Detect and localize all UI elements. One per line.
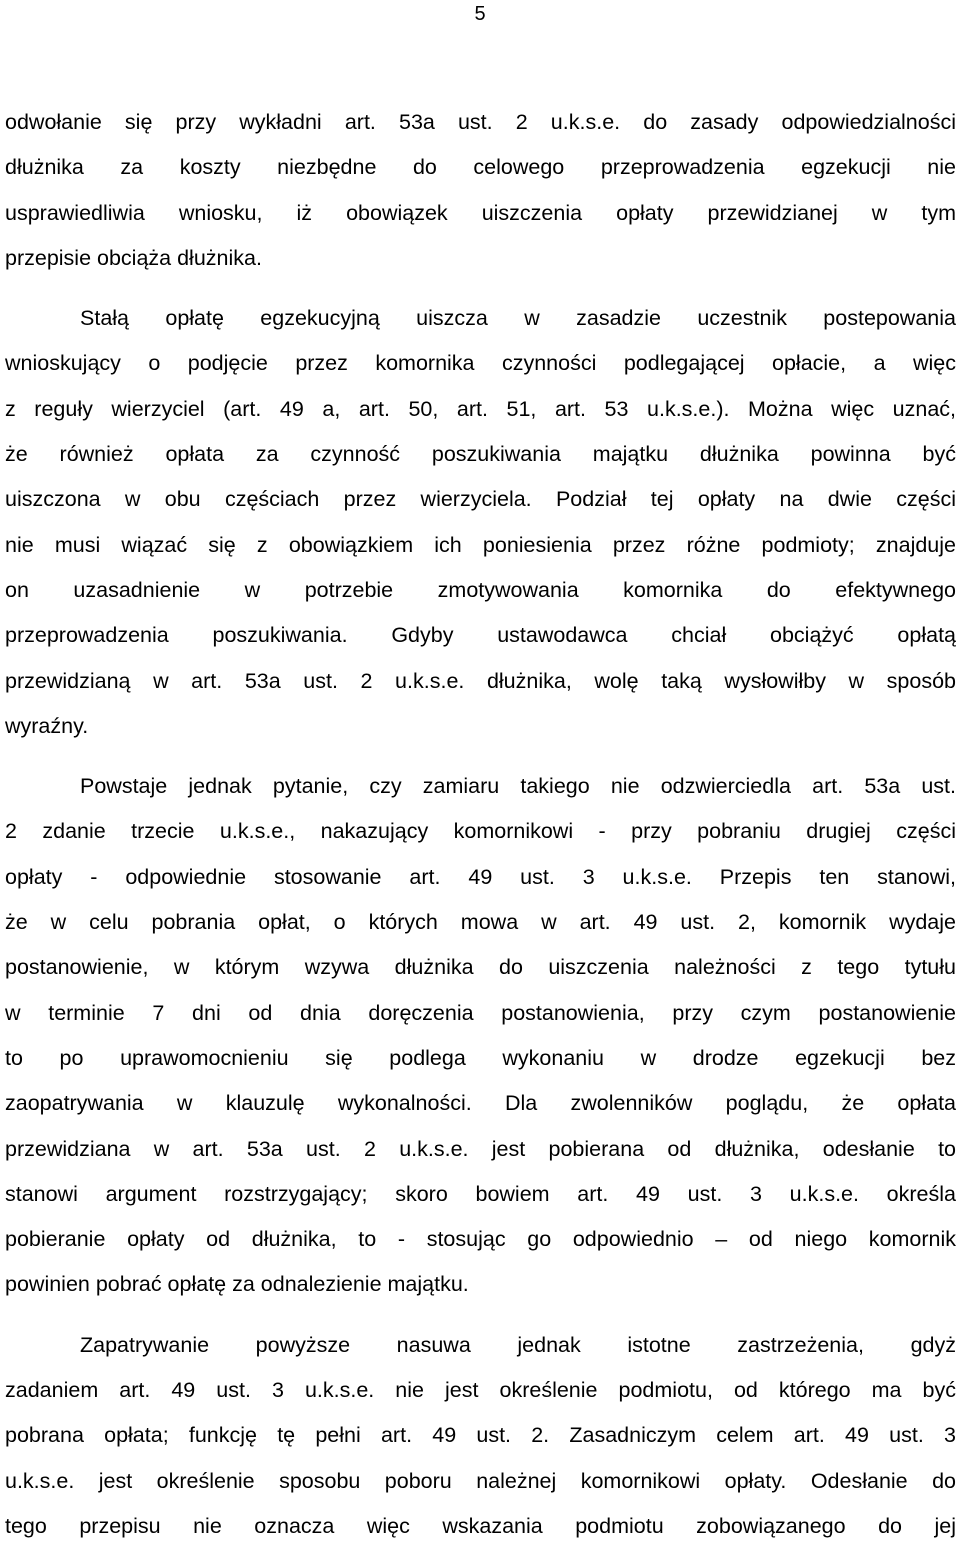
paragraph-2 — [5, 296, 956, 749]
paragraph-spacer — [5, 281, 956, 296]
text-line: Powstaje jednak pytanie, czy zamiaru takiego nie odzwierciedla art. 53a ust. — [80, 774, 956, 799]
text-line: powinien pobrać opłatę za odnalezienie majątku. — [5, 1272, 469, 1297]
paragraph-1 — [5, 100, 956, 281]
text-line: zaopatrywania w klauzulę wykonalności. Dla zwolenników poglądu, że opłata — [5, 1091, 956, 1116]
text-line: wnioskujący o podjęcie przez komornika czynności podlegającej opłacie, a więc — [5, 351, 956, 376]
text-line: przewidziana w art. 53a ust. 2 u.k.s.e. jest pobierana od dłużnika, odesłanie to — [5, 1136, 956, 1161]
text-line: zadaniem art. 49 ust. 3 u.k.s.e. nie jest określenie podmiotu, od którego ma być — [5, 1378, 956, 1403]
text-line: przepisie obciąża dłużnika. — [5, 245, 262, 270]
text-line: 2 zdanie trzecie u.k.s.e., nakazujący komornikowi - przy pobraniu drugiej części — [5, 819, 956, 844]
text-line: nie musi wiązać się z obowiązkiem ich poniesienia przez różne podmioty; znajduje — [5, 532, 956, 557]
text-line: on uzasadnienie w potrzebie zmotywowania komornika do efektywnego — [5, 577, 956, 602]
text-line: uiszczona w obu częściach przez wierzyciela. Podział tej opłaty na dwie części — [5, 487, 956, 512]
text-line: odwołanie się przy wykładni art. 53a ust. 2 u.k.s.e. do zasady odpowiedzialności — [5, 110, 956, 134]
paragraph-3 — [5, 764, 956, 1308]
text-line: wyraźny. — [5, 713, 89, 738]
text-line: że również opłata za czynność poszukiwania majątku dłużnika powinna być — [5, 442, 956, 467]
text-line: pobieranie opłaty od dłużnika, to - stosując go odpowiednio – od niego komornik — [5, 1227, 956, 1252]
text-line: postanowienie, w którym wzywa dłużnika do uiszczenia należności z tego tytułu — [5, 955, 956, 980]
text-line: Zapatrywanie powyższe nasuwa jednak istotne zastrzeżenia, gdyż — [80, 1332, 956, 1357]
text-line: w terminie 7 dni od dnia doręczenia postanowienia, przy czym postanowienie — [5, 1000, 956, 1025]
paragraph-4 — [5, 1323, 956, 1549]
text-line: z reguły wierzyciel (art. 49 a, art. 50, art. 51, art. 53 u.k.s.e.). Można więc uznać, — [5, 396, 956, 421]
page-number: 5 — [474, 3, 486, 25]
paragraph-spacer — [5, 1308, 956, 1323]
document-body — [5, 100, 956, 1549]
text-line: dłużnika za koszty niezbędne do celowego przeprowadzenia egzekucji nie — [5, 155, 956, 180]
paragraph-spacer — [5, 749, 956, 764]
text-line: przewidzianą w art. 53a ust. 2 u.k.s.e. dłużnika, wolę taką wysłowiłby w sposób — [5, 668, 956, 693]
text-line: że w celu pobrania opłat, o których mowa w art. 49 ust. 2, komornik wydaje — [5, 910, 956, 935]
text-line: pobrana opłata; funkcję tę pełni art. 49 ust. 2. Zasadniczym celem art. 49 ust. 3 — [5, 1423, 956, 1448]
text-line: przeprowadzenia poszukiwania. Gdyby ustawodawca chciał obciążyć opłatą — [5, 623, 956, 648]
text-line: usprawiedliwia wniosku, iż obowiązek uiszczenia opłaty przewidzianej w tym — [5, 200, 956, 225]
text-line: tego przepisu nie oznacza więc wskazania podmiotu zobowiązanego do jej — [5, 1513, 956, 1538]
text-line: stanowi argument rozstrzygający; skoro bowiem art. 49 ust. 3 u.k.s.e. określa — [5, 1181, 956, 1206]
text-line: to po uprawomocnieniu się podlega wykonaniu w drodze egzekucji bez — [5, 1045, 956, 1070]
text-line: u.k.s.e. jest określenie sposobu poboru należnej komornikowi opłaty. Odesłanie do — [5, 1468, 956, 1493]
text-line: Stałą opłatę egzekucyjną uiszcza w zasadzie uczestnik postepowania — [80, 306, 956, 331]
text-line: opłaty - odpowiednie stosowanie art. 49 ust. 3 u.k.s.e. Przepis ten stanowi, — [5, 864, 956, 889]
